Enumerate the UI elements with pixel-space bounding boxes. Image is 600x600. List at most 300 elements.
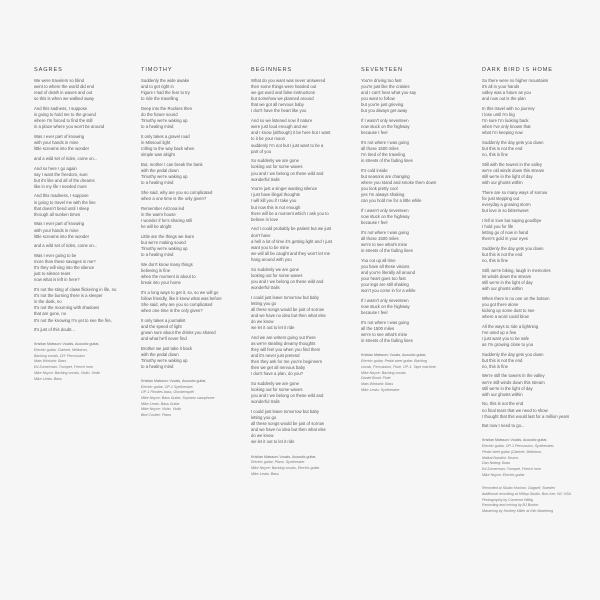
lyric-line: We don't know many things [141, 261, 193, 267]
lyric-line: Timothy we're waking up [141, 245, 188, 251]
lyric-line: but now this is not enough [251, 204, 301, 210]
lyric-line: but we're making sound [141, 239, 186, 245]
lyric-stanza [251, 381, 351, 405]
credit-line: Ed Zumerman: Trumpet, French horn [482, 466, 542, 471]
lyric-line: in the warm house [141, 211, 176, 217]
lyric-line: with our ghosts within [482, 180, 523, 186]
lyric-line: like in my life I needed more [34, 183, 87, 189]
song-credits [251, 455, 351, 478]
lyric-line: let winds down the stream [482, 273, 532, 279]
lyric-stanza [34, 243, 134, 249]
lyric-line: in streets of the fading lines [361, 248, 413, 254]
credit-line: OP-1 Rhodes bass, Glockenspiel [141, 390, 194, 395]
lyric-line: I will kill you if I take you [251, 198, 297, 204]
lyric-line: Remember Arizona led [141, 205, 185, 211]
lyric-line: we're to see what's mine [361, 332, 408, 338]
lyric-stanza [482, 218, 582, 242]
lyric-stanza [34, 193, 134, 217]
song-credits [482, 438, 582, 478]
credit-line: Ed Zumerman: Trumpet, French horn [34, 365, 94, 370]
lyric-line: believe in love [251, 216, 278, 222]
lyric-line: Suddenly the day gets you down [482, 245, 544, 251]
lyric-line: through all sunken times [34, 211, 81, 217]
lyric-line: in streets of the fading lines [361, 158, 413, 164]
lyric-stanza [482, 401, 582, 419]
lyric-line: I've used up a few [482, 329, 517, 335]
credit-line: Daniel Bond: Flute [361, 376, 391, 381]
lyric-line: Timothy we're waking up [141, 174, 188, 180]
lyric-line: with our ghosts within [482, 391, 523, 397]
lyric-stanza [482, 324, 582, 348]
lyric-line: for just stepping out [482, 195, 520, 201]
credit-line: Pedal steel guitar (Clarinet, Mellotron, [482, 449, 543, 454]
lyric-line: no, this is fine [482, 152, 508, 158]
lyric-line: that are gone, no [34, 311, 67, 317]
song-credits [361, 353, 461, 393]
lyric-line: in Missouri light [141, 140, 171, 146]
lyric-line: with our ghosts within [482, 285, 523, 291]
lyric-stanza [361, 208, 461, 226]
lyric-line: now stuck on the highway [361, 124, 410, 130]
credit-line: Mats Winkvist: Bass [34, 359, 67, 364]
lyric-stanza [34, 156, 134, 162]
lyric-line: where a word could blow [482, 313, 529, 319]
lyric-line: you and I we belong on these wild and [251, 170, 324, 176]
lyric-line: no final tears that we need to show [482, 407, 548, 413]
lyric-line: with the pedal down [141, 168, 179, 173]
lyric-line: to it be your moon [251, 136, 286, 142]
lyric-line: It's not the burning there is a sleeper [34, 293, 103, 299]
lyric-line: that doesn't bend until I sleep [34, 205, 90, 211]
lyric-line: rolling to the way back when [141, 146, 195, 152]
lyric-line: So suddenly we are gone [251, 266, 299, 272]
lyric-line: is going to travel me with the line [34, 199, 96, 205]
lyric-line: to a healing mind [141, 251, 174, 257]
lyric-line: to a healing mind [141, 124, 174, 130]
credit-line: Malkal Nandini: Drums [482, 455, 519, 460]
lyric-line: you and I we belong on these wild and [251, 278, 324, 284]
lyric-line: And this sadness, I suppose [34, 105, 88, 111]
lyric-line: then some things were handed out [251, 84, 317, 90]
lyric-stanza [34, 221, 134, 239]
lyric-stanza [361, 258, 461, 295]
lyric-stanza [482, 423, 582, 429]
lyric-line: we got word and false instructions [251, 90, 316, 96]
lyric-line: But, mother I can break the bank [141, 161, 203, 167]
lyric-line: so this is when we walked away [34, 96, 95, 102]
lyric-line: is going to hold me to the ground [34, 112, 96, 118]
credit-line: Dan Nuttng: Bass [482, 461, 511, 466]
lyric-line: I'm tired of the traveling [361, 152, 406, 158]
lyric-line: Timothy we're waking up [141, 357, 188, 363]
lyric-line: grown sure about the drinks you shared [141, 329, 216, 335]
lyric-stanza [482, 352, 582, 370]
credit-line: Backing vocals, DIY Percussion [34, 353, 85, 358]
lyric-line: And so here I go again [34, 165, 77, 171]
lyric-line: with your hands in mine [34, 140, 79, 146]
lyric-line: kicking up some dust to see [482, 307, 535, 313]
song-title: TIMOTHY [141, 67, 173, 73]
credit-line: vocals, Percussion, Flute, OP-1, Tape machine [361, 364, 436, 369]
lyrics-column-sagres [34, 67, 134, 382]
credit-line: Kristian Matsson: Vocals, Acoustic guitar, [361, 353, 427, 358]
lyric-line: you're just like the crasies [361, 84, 410, 90]
lyric-line: break into your home [141, 279, 181, 285]
lyric-line: more than these savages in me? [34, 259, 96, 265]
lyric-line: You're just a singer wanting silence [251, 186, 318, 192]
lyric-line: I'm sure I'm looking back [482, 118, 529, 124]
lyric-line: She said, why are you so complicated [141, 189, 213, 195]
lyric-stanza [251, 295, 351, 332]
lyric-stanza [482, 190, 582, 214]
recording-line: Photography by Cameron Wittig [482, 497, 533, 502]
lyric-line: Timothy we're waking up [141, 118, 188, 124]
lyric-line: and we have no idea but then what else [251, 312, 326, 318]
lyric-line: and it's never just pretend [251, 353, 300, 358]
lyric-stanza [141, 162, 241, 186]
lyric-line: But now I need to go... [482, 423, 525, 429]
lyric-stanza [482, 373, 582, 397]
lyric-line: can you hold me for a little while [361, 198, 422, 204]
lyric-line: I don't have a plan, do you? [251, 371, 304, 377]
lyric-stanza [251, 409, 351, 446]
lyric-stanza [251, 118, 351, 155]
lyric-stanza [141, 190, 241, 202]
lyric-line: Suddenly the wide awake [141, 78, 190, 83]
lyric-line: Deep into the Rockies then [141, 105, 193, 111]
lyric-line: I could just leave tomorrow but baby [251, 408, 320, 414]
lyric-line: all these songs would be just of sorrow [251, 421, 324, 427]
lyric-stanza [141, 318, 241, 342]
lyric-line: read of death in waves and out [34, 90, 93, 96]
lyric-line: all those 1500 miles [361, 236, 399, 242]
lyric-stanza [141, 234, 241, 258]
lyric-line: still we're in the light of day [482, 279, 533, 285]
lyric-line: and to get right in [141, 84, 174, 90]
lyric-line: We were travelers so blind [34, 78, 84, 83]
lyric-line: because I feel [361, 220, 388, 226]
lyric-line: with the pedal down [141, 351, 179, 357]
lyric-line: won't you come in for a while [361, 288, 416, 294]
lyric-line: All the ways to ride a lightning [482, 323, 539, 329]
lyric-line: Was I ever part of knowing [34, 133, 85, 139]
lyric-line: It only takes a journalist [141, 317, 186, 323]
lyric-line: little screams into the wonder [34, 233, 90, 239]
lyric-line: in a place where you won't be around [34, 124, 105, 130]
lyric-line: If I wasn't only seventeen [361, 298, 409, 304]
lyric-line: So suddenly we are gone [251, 158, 299, 164]
lyric-line: letting you go [251, 300, 277, 306]
lyrics-column-timothy [141, 67, 241, 419]
lyric-line: we will all be caught and they won't let me [251, 250, 331, 256]
lyric-line: There are so many ways of sorrow [482, 189, 548, 195]
lyric-line: It's not the sting of claws flickering in life, no [34, 287, 117, 293]
lyric-stanza [361, 140, 461, 164]
credit-line: Mike Noyce: Violin, Violin [141, 407, 182, 412]
lyric-line: just to silence tears [34, 271, 71, 277]
lyric-line: now what is left in here? [34, 277, 80, 283]
lyric-line: I fell in love but saying goodbye [482, 217, 542, 223]
recording-line: Additional recording at Hilltop Studio, Bon Iver, WI, USA [482, 492, 571, 497]
lyric-line: to a healing mind [141, 363, 174, 369]
lyric-line: She said, why are you so complicated [141, 301, 213, 307]
lyric-line: simple was alright [141, 152, 175, 158]
lyric-line: your heart goes too fast [361, 276, 406, 282]
lyric-line: he will be alright [141, 223, 172, 229]
lyric-line: Suddenly the day gets you down [482, 351, 544, 357]
lyric-line: Still, we're biking, laugh in memories [482, 267, 551, 273]
lyric-line: you have all these visions [361, 264, 410, 270]
lyric-line: It's just of this doubt... [34, 327, 75, 333]
lyric-line: do the future sound [141, 112, 178, 118]
lyric-line: When there is no one on the bottom [482, 295, 550, 301]
lyric-line: Suddenly the day gets you down [482, 140, 544, 146]
lyric-line: we let it out to let it ride [251, 439, 295, 445]
lyric-line: we let it out to let it ride [251, 325, 295, 331]
lyric-line: What do you want was never answered [251, 78, 326, 83]
lyric-line: It's not the knowing I'm yet to see the fire, [34, 317, 112, 323]
lyric-line: still we're in the light of day [482, 385, 533, 391]
lyric-stanza [141, 106, 241, 130]
lyrics-column-dark-bird-is-home [482, 67, 582, 515]
lyric-stanza [251, 78, 351, 115]
lyric-stanza [482, 78, 582, 102]
lyric-line: follow friendly, like it knew what was before [141, 295, 222, 301]
credit-line: Electric guitar, Pedal steel guitar, Backing [361, 359, 427, 364]
lyric-stanza [141, 262, 241, 286]
lyric-line: And we are writers going out there [251, 334, 316, 340]
lyric-line: you got there alone [482, 301, 519, 307]
lyric-line: with your hands in mine [34, 227, 79, 233]
lyric-line: no, this is fine [482, 363, 508, 369]
lyric-line: there's gold in your eyes [482, 236, 528, 242]
lyric-line: We're still the towers in the valley [482, 373, 545, 379]
lyric-line: letting go of now in hand [482, 230, 529, 236]
lyric-line: You're driving too fast [361, 78, 402, 83]
lyric-stanza [251, 158, 351, 182]
lyric-line: all these songs would be just of sorrow [251, 306, 324, 312]
lyric-stanza [141, 206, 241, 230]
credit-line: Mike Lewis: Bass [34, 376, 62, 381]
lyric-line: when a one time is the only given? [141, 195, 207, 201]
lyric-line: Still with the towers in the valley [482, 161, 542, 167]
lyric-line: when one time is the only given? [141, 307, 203, 313]
lyric-line: say I want the freedom, sure [34, 171, 88, 177]
lyric-line: wonderful trails [251, 284, 280, 290]
credit-line: Kristian Matsson: Vocals, Acoustic guitar, [251, 454, 317, 459]
lyric-line: wonderful trails [251, 176, 280, 182]
lyric-line: and I know (although) it be here but I want [251, 130, 331, 136]
lyric-line: a hell a lot of time it's getting light and I just [251, 238, 332, 244]
lyric-line: you and I we belong on these wild and [251, 393, 324, 399]
recording-line: Recorded at Studio Horizon, Dagsell, Sweden [482, 486, 556, 491]
lyric-line: hang around with you [251, 256, 292, 262]
lyric-line: So suddenly we are gone [251, 380, 299, 386]
lyric-line: and a wild set of rides, come on... [34, 155, 98, 161]
lyric-stanza [251, 335, 351, 378]
lyric-stanza [251, 226, 351, 263]
lyric-stanza [361, 168, 461, 205]
lyric-stanza [34, 134, 134, 152]
lyric-line: No, this is not the end [482, 401, 524, 407]
recording-line: Mastering by Huntley Miller at Kiln Mastering [482, 509, 554, 514]
lyric-line: do we know [251, 318, 274, 324]
lyric-line: It's not where I was going [361, 320, 409, 326]
lyric-line: looking out for some waves [251, 272, 303, 278]
lyric-line: So there were no higher mountains [482, 78, 549, 83]
credit-line: Kristian Matsson: Vocals, Acoustic guitar, [482, 438, 548, 443]
credit-line: Mike Lewis: Bass [251, 471, 279, 476]
lyric-line: yes I'm always shaking [361, 192, 405, 198]
lyric-stanza [141, 346, 241, 370]
lyric-line: as I'm growing close to you [482, 341, 534, 347]
credit-line: Mike Noyce: Bass Guitar, Soprano saxophone [141, 395, 215, 400]
credit-line: Mike Noyce: Electric guitar [482, 472, 525, 477]
lyric-stanza [141, 290, 241, 314]
lyric-stanza [141, 134, 241, 158]
lyric-line: they will feel you when you find them [251, 346, 321, 352]
lyric-line: now stuck on the highway [361, 304, 410, 310]
credit-line: Electric guitar, OP-1 Synthesizer, [141, 384, 194, 389]
lyric-line: where you stand and smoke them down [361, 180, 437, 186]
lyric-line: looking out for some waves [251, 387, 303, 393]
lyric-stanza [482, 106, 582, 136]
lyric-line: all the 1500 miles [361, 326, 395, 332]
lyric-line: You cut up all time [361, 258, 396, 263]
lyric-line: letting you go [251, 415, 277, 421]
lyric-line: you look pretty cool [361, 186, 398, 192]
credit-line: Bird Coulter: Piano [141, 413, 172, 418]
lyric-line: Little are the things we learn [141, 233, 195, 239]
lyric-stanza [251, 267, 351, 291]
lyric-line: and I can't hear what you say [361, 90, 417, 96]
lyric-line: there will be a moment which I ask you to [251, 210, 329, 216]
lyric-stanza [482, 268, 582, 292]
lyric-line: we're old winds down this stream [482, 168, 545, 173]
lyric-stanza [34, 327, 134, 333]
lyric-line: little screams into the wonder [34, 146, 90, 152]
lyric-line: but you always get away [361, 108, 408, 114]
lyric-line: as we're stealing dreamy thoughts [251, 340, 316, 346]
lyric-line: and now out is the plan [482, 96, 526, 102]
lyric-stanza [361, 320, 461, 344]
lyric-line: Figure I had the fear to try [141, 90, 190, 96]
lyric-line: were just loud enough and we [251, 124, 308, 130]
lyric-line: I just want you to be safe [482, 335, 530, 341]
song-title: BEGINNERS [251, 67, 293, 73]
lyric-line: It's they will sing into the silence [34, 265, 95, 271]
lyric-line: It's not the mourning with shadows [34, 305, 100, 311]
lyric-stanza [482, 246, 582, 264]
lyric-line: In this travel with no journey [482, 105, 535, 111]
lyric-line: Brother we just take it back [141, 345, 193, 351]
lyric-line: we're still winds down this stream [482, 379, 545, 385]
lyric-line: your legs are still shaking [361, 282, 409, 288]
lyric-stanza [34, 253, 134, 283]
song-title: DARK BIRD IS HOME [482, 67, 553, 73]
credit-line: Mike Noyce: Backing vocals [361, 370, 406, 375]
lyric-line: It's a long ways to get it, so, so we will go [141, 289, 219, 295]
lyric-line: and what he'll never find [141, 335, 187, 341]
lyric-line: And this madness, I suppose [34, 193, 89, 199]
lyric-line: went to where the world did end [34, 84, 95, 90]
lyric-line: to a healing mind [141, 180, 174, 186]
credit-line: Mike Lewis: Synthesizer [361, 387, 400, 392]
lyric-line: I lose until I'm big [482, 112, 515, 118]
recording-line: Recording and mixing by BJ Burton [482, 503, 539, 508]
lyric-line: that we got all nervous baby [251, 102, 304, 108]
lyric-line: no, this is fine [482, 258, 508, 263]
lyric-line: but this is not the end [482, 146, 523, 152]
lyric-line: want you to be mine [251, 244, 290, 250]
lyric-stanza [361, 118, 461, 136]
lyric-line: what I'm keeping now [482, 130, 523, 136]
lyric-line: but love is so bittersweet [482, 208, 529, 214]
lyric-line: where I'm forced to find the still [34, 118, 93, 124]
lyrics-column-seventeen [361, 67, 461, 393]
lyric-stanza [361, 78, 461, 115]
credit-line: Mike Lewis: Bass Guitar [141, 401, 180, 406]
credit-line: Kristian Matsson: Vocals, Acoustic guitar, [141, 378, 207, 383]
lyric-line: when I've only known that [482, 124, 531, 130]
lyric-line: and the speed of light [141, 323, 182, 329]
lyric-line: suddenly I'm not but I just want to be a [251, 142, 324, 148]
lyric-line: now stuck on the highway [361, 214, 410, 220]
lyric-line: to ride the travelling [141, 96, 179, 102]
lyric-line: you want to follow [361, 96, 395, 102]
lyric-line: Was I ever going to be [34, 253, 77, 258]
lyric-line: but somehow we planned around [251, 96, 314, 102]
lyric-line: because I feel [361, 310, 388, 316]
lyric-stanza [34, 166, 134, 190]
lyric-line: it's all in your hands [482, 84, 520, 90]
lyric-stanza [34, 287, 134, 324]
song-title: SEVENTEEN [361, 67, 403, 73]
lyric-line: It only takes a gravel road [141, 133, 190, 139]
lyric-line: wonderful trails [251, 399, 280, 405]
lyric-line: I could just leave tomorrow but baby [251, 294, 320, 300]
lyric-line: then they ask for me you're beginners [251, 359, 322, 365]
lyric-line: still we're in the light of day [482, 174, 533, 180]
lyric-line: don't have [251, 232, 271, 238]
recording-notes [482, 486, 582, 515]
lyric-line: It's not where I was going [361, 230, 409, 236]
lyric-line: but you're just grieving [361, 102, 404, 108]
lyric-line: because I feel [361, 130, 388, 136]
lyric-line: I don't have the heart like you [251, 108, 307, 114]
lyric-line: If I wasn't only seventeen [361, 208, 409, 214]
song-credits [34, 342, 134, 382]
lyric-stanza [361, 230, 461, 254]
lyric-line: It's not where I was going [361, 140, 409, 146]
credit-line: Mike Noyce: Backing vocals, Electric guitar [251, 465, 320, 470]
lyric-line: but this is not the end [482, 357, 523, 363]
lyric-line: It's cold inside [361, 168, 388, 173]
lyric-stanza [34, 78, 134, 102]
lyric-stanza [251, 186, 351, 223]
lyric-stanza [361, 298, 461, 316]
credit-line: Electric guitar, Piano, Synthesizer [251, 460, 305, 465]
lyric-line: all those 1500 miles [361, 146, 399, 152]
lyric-line: and you're literally all around [361, 270, 415, 276]
lyric-line: And I could probably be patient but we just [251, 226, 332, 232]
lyric-line: but it's like and all of the dreams [34, 177, 95, 183]
credit-line: Mats Winkvist: Bass [361, 381, 394, 386]
credit-line: Kristian Matsson: Vocals, Acoustic guitar, [34, 342, 100, 347]
lyric-line: If I wasn't only seventeen [361, 118, 409, 124]
lyric-line: looking out for some waves [251, 164, 303, 170]
lyric-stanza [141, 78, 241, 102]
